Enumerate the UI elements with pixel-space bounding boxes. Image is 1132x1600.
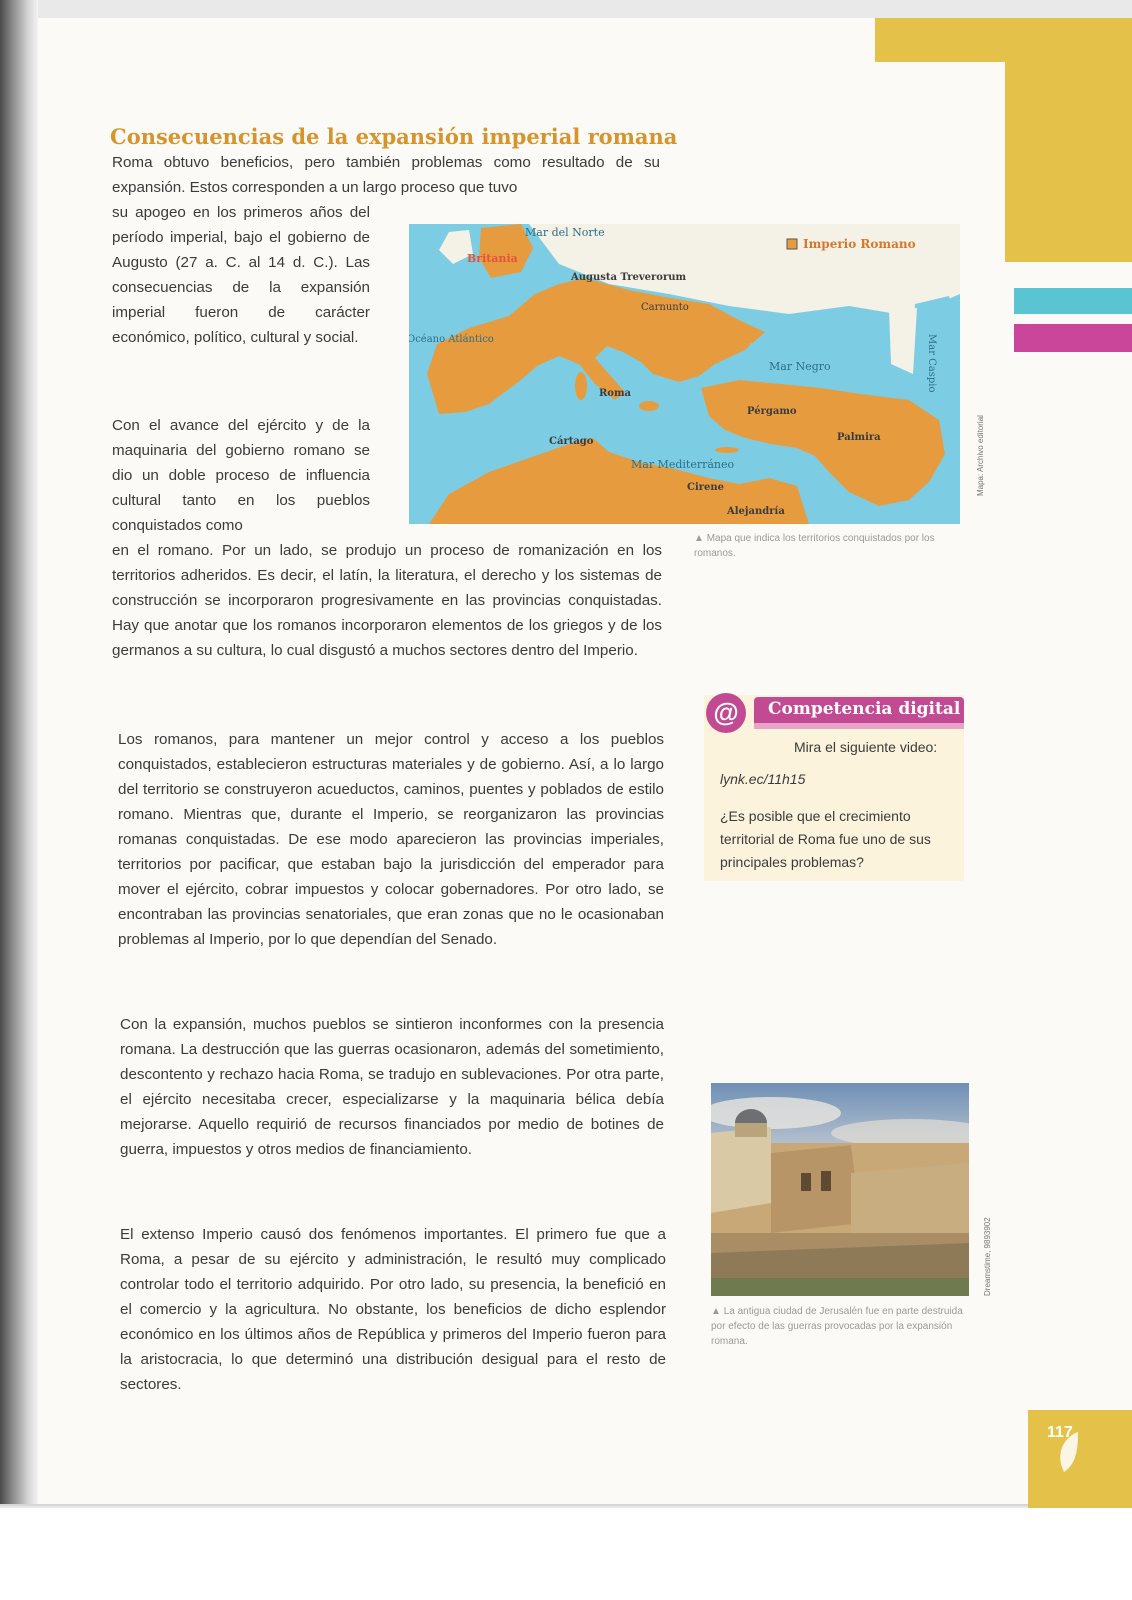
- book-spine-shadow: [0, 0, 38, 1512]
- photo-credit: Dreamstime, 9893902: [983, 1217, 992, 1296]
- paragraph-1-line-b: su apogeo en los primeros años del período imperial, bajo el gobierno de Augusto (27 a. C. al 14 d. C.). Las consecuencias de la expansión imperial fueron de carácter económico, político, cultural y social.: [112, 204, 370, 346]
- map-caption: ▲ Mapa que indica los territorios conquistados por los romanos.: [694, 533, 935, 559]
- corner-decoration-yellow: [875, 18, 1132, 62]
- map-crete: [715, 447, 739, 453]
- map-label-cartago: Cártago: [549, 436, 594, 447]
- map-label-mar-caspio: Mar Caspio: [926, 334, 937, 393]
- map-label-roma: Roma: [599, 388, 632, 399]
- page-bottom-margin: [0, 1508, 1132, 1600]
- digital-box-question: ¿Es posible que el crecimiento territorial de Roma fue uno de sus principales problemas?: [720, 808, 931, 870]
- paragraph-5: El extenso Imperio causó dos fenómenos importantes. El primero fue que a Roma, a pesar de su ejército y administración, le resultó muy complicado controlar todo el territorio adquirido. Por otro lado, su presencia, la benefició en el comercio y la agricultura. No obstante, los beneficios de dicho esplendor económico en los últimos años de República y primeros del Imperio fueron para la aristocracia, lo que determinó una distribución desigual para el resto de sectores.: [120, 1226, 666, 1393]
- map-label-augusta: Augusta Treverorum: [571, 272, 687, 283]
- paragraph-2-line-a: Con el avance del ejército y de la maquinaria del gobierno romano se dio un doble proceso de influencia cultural tanto en los pueblos conquistados como: [112, 417, 370, 534]
- digital-competence-box: [704, 695, 964, 881]
- paragraph-4: Con la expansión, muchos pueblos se sintieron inconformes con la presencia romana. La destrucción que las guerras ocasionaron, además del sometimiento, descontento y rechazo hacia Roma, se tradujo en sublevaciones. Por otra parte, el ejército necesitaba crecer, especializarse y la maquinaria bélica debía mejorarse. Aquello requirió de recursos financiados por medio de botines de guerra, impuestos y otros medios de financiamiento.: [120, 1016, 664, 1158]
- map-graphic: [409, 224, 960, 524]
- digital-box-header: [704, 695, 964, 731]
- map-caucasus: [889, 308, 917, 374]
- digital-box-title: Competencia digital: [768, 699, 961, 719]
- map-corsica: [575, 372, 587, 400]
- side-decoration-cyan: [1014, 288, 1132, 314]
- map-label-pergamo: Pérgamo: [747, 406, 797, 417]
- page-number-tab: [1028, 1410, 1132, 1508]
- map-legend-swatch: [787, 239, 797, 249]
- photo-caption-text: La antigua ciudad de Jerusalén fue en parte destruida por efecto de las guerras provocadas por la expansión romana.: [711, 1306, 963, 1347]
- map-label-palmira: Palmira: [837, 432, 881, 443]
- paragraph-1-line-a: Roma obtuvo beneficios, pero también problemas como resultado de su expansión. Estos corresponden a un largo proceso que tuvo: [112, 154, 660, 196]
- map-label-mar-del-norte: Mar del Norte: [525, 226, 605, 239]
- side-decoration-yellow: [1005, 62, 1132, 262]
- side-decoration-magenta: [1014, 324, 1132, 352]
- map-label-carnunto: Carnunto: [641, 302, 689, 313]
- map-label-alejandria: Alejandría: [727, 506, 785, 517]
- map-label-mar-negro: Mar Negro: [769, 360, 831, 373]
- page-number: 117: [1047, 1424, 1073, 1441]
- photo-caption: ▲ La antigua ciudad de Jerusalén fue en parte destruida por efecto de las guerras provocadas por la expansión romana.: [711, 1306, 963, 1347]
- roman-empire-map: [409, 224, 960, 524]
- digital-box-bar-strip: [754, 723, 964, 729]
- map-credit: Mapa: Archivo editorial: [976, 415, 985, 496]
- paragraph-3: Los romanos, para mantener un mejor control y acceso a los pueblos conquistados, establecieron estructuras materiales y de gobierno. Así, a lo largo del territorio se construyeron acueductos, caminos, puentes y poblados de estilo romano. Mientras que, durante el Imperio, se reorganizaron las provincias romanas conquistadas. De ese modo aparecieron las provincias imperiales, territorios por pacificar, que estaban bajo la jurisdicción del emperador para mover el ejército, cobrar impuestos y colocar gobernadores. Por otro lado, se encontraban las provincias senatoriales, que eran zonas que no le ocasionaban problemas al Imperio, por lo que dependían del Senado.: [118, 731, 664, 948]
- page-top-edge: [0, 0, 1132, 18]
- map-label-cirene: Cirene: [687, 482, 725, 493]
- paragraph-2-line-b: en el romano. Por un lado, se produjo un proceso de romanización en los territorios adheridos. Es decir, el latín, la literatura, el derecho y los sistemas de construcción se incorporaron progresivamente en las provincias conquistadas. Hay que anotar que los romanos incorporaron elementos de los griegos y de los germanos a su cultura, lo cual disgustó a muchos sectores dentro del Imperio.: [112, 542, 662, 659]
- map-legend-label: Imperio Romano: [803, 237, 916, 251]
- map-label-mediterraneo: Mar Mediterráneo: [631, 458, 735, 471]
- at-sign-icon: @: [706, 693, 746, 733]
- map-label-britania: Britania: [467, 252, 518, 265]
- section-heading: Consecuencias de la expansión imperial romana: [110, 124, 678, 149]
- map-caption-text: Mapa que indica los territorios conquistados por los romanos.: [694, 533, 935, 559]
- jerusalem-photo: [711, 1083, 969, 1296]
- map-sicily: [639, 401, 659, 411]
- digital-box-link[interactable]: lynk.ec/11h15: [720, 771, 806, 787]
- leaf-icon: [1028, 1410, 1132, 1508]
- jerusalem-photo-graphic: [711, 1083, 969, 1296]
- digital-box-instruction: Mira el siguiente video:: [794, 739, 938, 755]
- map-label-oceano: Océano Atlántico: [409, 334, 494, 345]
